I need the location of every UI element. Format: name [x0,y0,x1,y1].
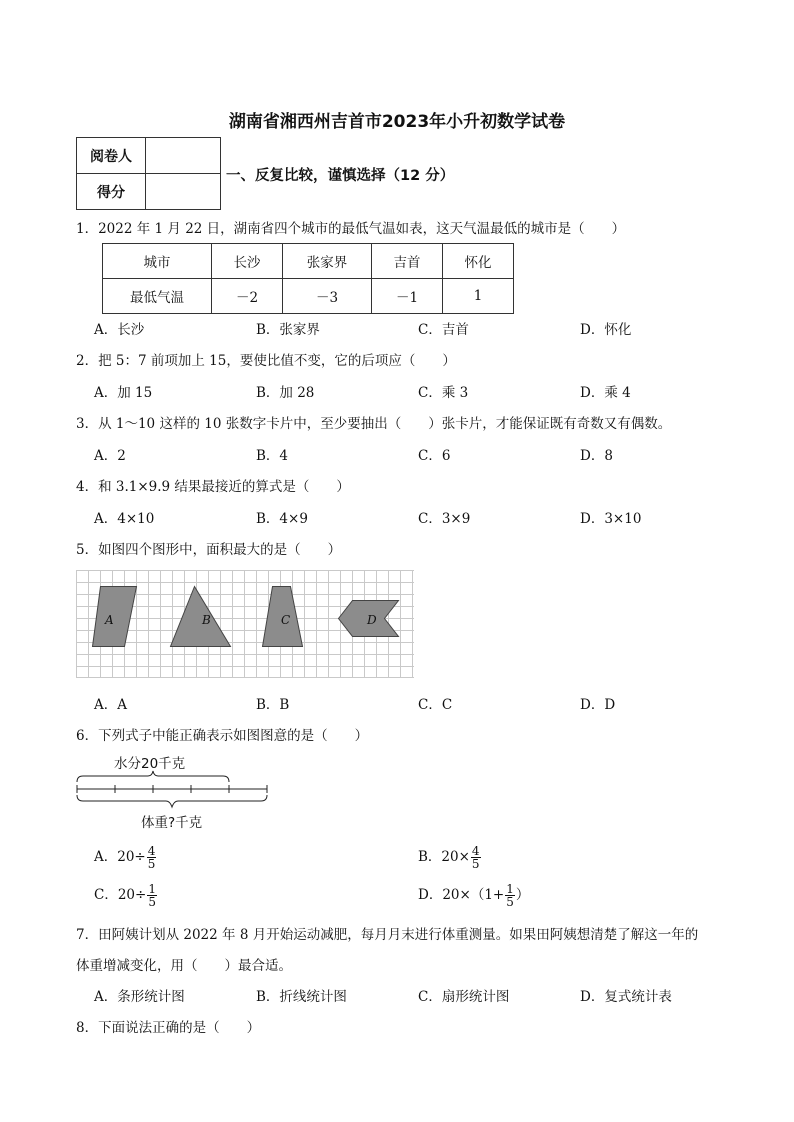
numerator: 4 [471,844,480,858]
q1-stem: 1．2022 年 1 月 22 日，湖南省四个城市的最低气温如表，这天气温最低的城市是（ ） [76,221,626,237]
score-label: 得分 [77,174,146,210]
top-brace [77,771,229,782]
q4-stem: 4．和 3.1×9.9 结果最接近的算式是（ ） [76,479,350,495]
q5-option-c[interactable]: C．C [418,697,453,713]
table-cell: 1 [443,279,514,314]
table-row [103,279,514,314]
bottom-brace [77,795,267,807]
q5-stem: 5．如图四个图形中，面积最大的是（ ） [76,542,342,558]
q7-stem-line2: 体重增减变化，用（ ）最合适。 [76,958,292,974]
q6-option-a[interactable] [94,845,157,870]
shape-a-parallelogram [93,587,137,647]
score-field [146,174,221,210]
q4-option-d[interactable]: D．3×10 [580,511,642,527]
q2-option-d[interactable]: D．乘 4 [580,385,631,401]
q7-option-b[interactable]: B．折线统计图 [256,989,347,1005]
q1-option-c[interactable]: C．吉首 [418,322,469,338]
table-cell: 长沙 [212,244,283,279]
option-prefix: B．20× [418,849,470,865]
figure-label: A [105,613,114,627]
denominator: 5 [471,857,480,871]
q6-option-b[interactable] [418,845,482,870]
temperature-table [102,243,514,314]
option-prefix: D．20×（1+ [418,887,505,903]
page-title: 湖南省湘西州吉首市2023年小升初数学试卷 [228,112,566,132]
q6-option-d[interactable] [418,883,529,908]
fraction [147,883,157,908]
numerator: 1 [506,882,514,896]
table-cell: －3 [283,279,372,314]
diagram-top-label: 水分20千克 [114,756,186,772]
fraction [505,883,515,908]
q4-option-b[interactable]: B．4×9 [256,511,308,527]
score-box [76,137,221,210]
diagram-bottom-label: 体重?千克 [141,815,203,831]
table-cell: 城市 [103,244,212,279]
q5-option-a[interactable]: A．A [94,697,127,713]
figure-label: B [202,613,211,627]
q3-option-d[interactable]: D．8 [580,448,613,464]
q2-stem: 2．把 5：7 前项加上 15，要使比值不变，它的后项应（ ） [76,353,456,369]
table-row [103,244,514,279]
q4-option-c[interactable]: C．3×9 [418,511,471,527]
option-suffix: ） [515,887,530,903]
section-title: 一、反复比较，谨慎选择（12 分） [226,168,455,184]
segment-diagram [74,770,270,810]
q7-option-c[interactable]: C．扇形统计图 [418,989,510,1005]
q8-stem: 8．下面说法正确的是（ ） [76,1020,261,1036]
shape-b-triangle [171,587,231,647]
shapes-grid-figure [76,570,414,678]
q1-option-a[interactable]: A．长沙 [94,322,145,338]
denominator: 5 [147,857,156,871]
numerator: 4 [147,844,156,858]
figure-label: C [281,613,291,627]
fraction [147,845,157,870]
table-cell: 吉首 [372,244,443,279]
q3-option-b[interactable]: B．4 [256,448,289,464]
reviewer-field [146,138,221,174]
q4-option-a[interactable]: A．4×10 [94,511,155,527]
table-cell: 最低气温 [103,279,212,314]
q2-option-c[interactable]: C．乘 3 [418,385,469,401]
q2-option-a[interactable]: A．加 15 [94,385,153,401]
table-cell: －2 [212,279,283,314]
table-cell: 怀化 [443,244,514,279]
q1-option-b[interactable]: B．张家界 [256,322,320,338]
q3-option-a[interactable]: A．2 [94,448,126,464]
q7-stem-line1: 7．田阿姨计划从 2022 年 8 月开始运动减肥，每月月末进行体重测量。如果田阿姨想清楚了解这一年的 [76,927,699,943]
table-cell: 张家界 [283,244,372,279]
denominator: 5 [506,895,514,909]
q5-option-d[interactable]: D．D [580,697,616,713]
fraction [471,845,481,870]
q6-option-c[interactable] [94,883,158,908]
q2-option-b[interactable]: B．加 28 [256,385,315,401]
q5-option-b[interactable]: B．B [256,697,290,713]
q3-stem: 3．从 1～10 这样的 10 张数字卡片中，至少要抽出（ ）张卡片，才能保证既有奇数又有偶数。 [76,416,672,432]
numerator: 1 [148,882,156,896]
reviewer-label: 阅卷人 [77,138,146,174]
option-prefix: A．20÷ [94,849,146,865]
q7-option-d[interactable]: D．复式统计表 [580,989,672,1005]
table-cell: －1 [372,279,443,314]
option-prefix: C．20÷ [94,887,147,903]
q3-option-c[interactable]: C．6 [418,448,451,464]
q6-stem: 6．下列式子中能正确表示如图图意的是（ ） [76,728,369,744]
q1-option-d[interactable]: D．怀化 [580,322,632,338]
figure-label: D [367,613,377,627]
denominator: 5 [148,895,156,909]
q7-option-a[interactable]: A．条形统计图 [94,989,185,1005]
